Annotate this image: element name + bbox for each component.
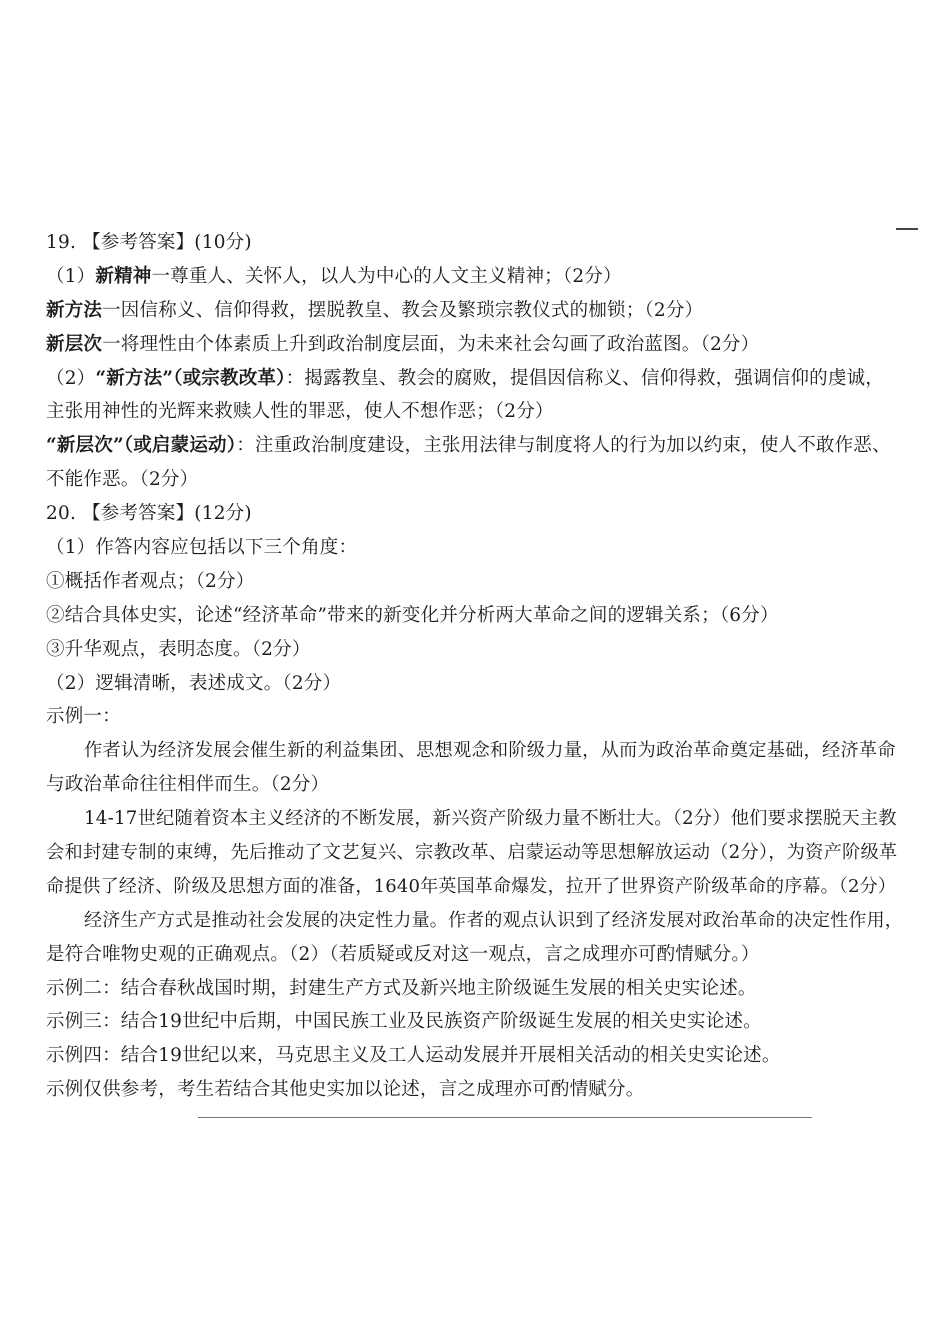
q19-part2-method-cont: 主张用神性的光辉来救赎人性的罪恶，使人不想作恶；（2分）: [46, 401, 554, 423]
q19-part2-level-cont: 不能作恶。（2分）: [46, 469, 199, 491]
q19-part1-new-method: 新方法一因信称义、信仰得救，摆脱教皇、教会及繁琐宗教仪式的枷锁；（2分）: [46, 299, 704, 321]
example-note: 示例仅供参考，考生若结合其他史实加以论述，言之成理亦可酌情赋分。: [46, 1079, 645, 1101]
example4: 示例四：结合19世纪以来，马克思主义及工人运动发展并开展相关活动的相关史实论述。: [46, 1045, 781, 1067]
example2: 示例二：结合春秋战国时期，封建生产方式及新兴地主阶级诞生发展的相关史实论述。: [46, 977, 757, 999]
example1-p1-line1: 作者认为经济发展会催生新的利益集团、思想观念和阶级力量，从而为政治革命奠定基础，经济革命: [84, 740, 896, 762]
q20-part1-item2: ②结合具体史实，论述“经济革命”带来的新变化并分析两大革命之间的逻辑关系；（6分）: [46, 604, 779, 626]
q20-part2: （2）逻辑清晰，表述成文。（2分）: [46, 672, 342, 694]
example1-title: 示例一：: [46, 706, 121, 728]
q20-part1-item1: ①概括作者观点；（2分）: [46, 570, 255, 592]
q20-heading: 20. 【参考答案】(12分): [46, 503, 252, 525]
example1-p2-line3: 命提供了经济、阶级及思想方面的准备，1640年英国革命爆发，拉开了世界资产阶级革命的序幕。（2分）: [46, 875, 897, 897]
example3: 示例三：结合19世纪中后期，中国民族工业及民族资产阶级诞生发展的相关史实论述。: [46, 1011, 762, 1033]
bottom-divider: [198, 1117, 812, 1118]
example1-p3-line2: 是符合唯物史观的正确观点。（2）（若质疑或反对这一观点，言之成理亦可酌情赋分。）: [46, 943, 760, 965]
answer-content: [46, 226, 906, 1107]
q19-part2-level: “新层次”（或启蒙运动）：注重政治制度建设，主张用法律与制度将人的行为加以约束，使人不敢作恶、: [46, 435, 891, 457]
q19-part1-new-level: 新层次一将理性由个体素质上升到政治制度层面，为未来社会勾画了政治蓝图。（2分）: [46, 333, 760, 355]
example1-p3-line1: 经济生产方式是推动社会发展的决定性力量。作者的观点认识到了经济发展对政治革命的决定性作用，: [84, 909, 903, 931]
q20-part1-item3: ③升华观点，表明态度。（2分）: [46, 638, 311, 660]
q19-part2-method: （2）“新方法”（或宗教改革）：揭露教皇、教会的腐败，提倡因信称义、信仰得救，强调信仰的虔诚，: [46, 367, 884, 389]
q20-part1: （1）作答内容应包括以下三个角度：: [46, 537, 358, 559]
q19-part1-new-spirit: （1）新精神一尊重人、关怀人，以人为中心的人文主义精神；（2分）: [46, 265, 622, 287]
q19-heading: 19. 【参考答案】(10分): [46, 232, 252, 253]
example1-p1-line2: 与政治革命往往相伴而生。（2分）: [46, 774, 330, 796]
example1-p2-line1: 14-17世纪随着资本主义经济的不断发展，新兴资产阶级力量不断壮大。（2分）他们要求摆脱天主教: [84, 808, 897, 830]
example1-p2-line2: 会和封建专制的束缚，先后推动了文艺复兴、宗教改革、启蒙运动等思想解放运动（2分），为资产阶级革: [46, 842, 898, 864]
